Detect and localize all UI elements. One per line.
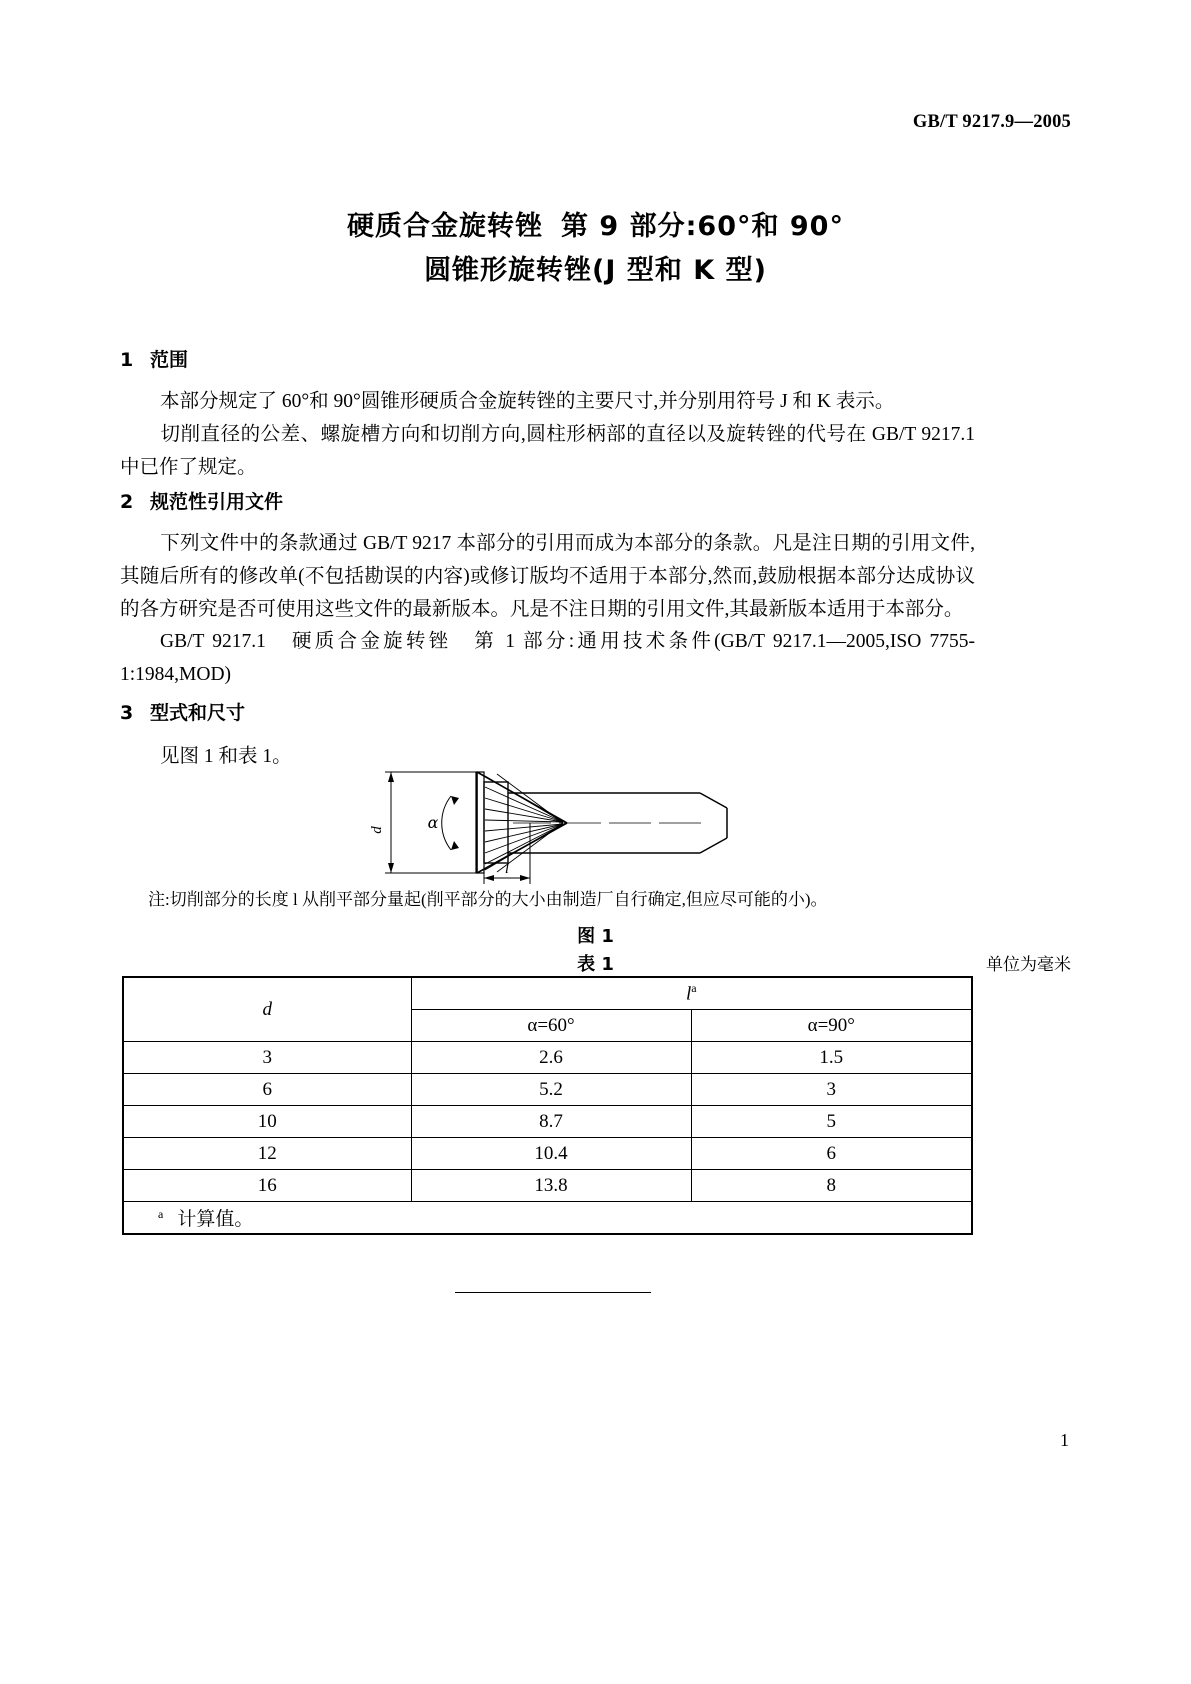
table-footnote-row [123,1202,972,1235]
table-header-row-1 [123,977,972,1010]
table-row [123,1138,972,1170]
table-row [123,1170,972,1202]
figure-label-l: l [504,861,510,877]
table-footnote: $^a$ 计算值。 [123,1202,972,1235]
dimensions-table-wrap [122,976,971,1235]
figure-label-d: d [369,826,385,834]
normative-paragraph-2 [120,625,975,691]
clause-heading-2 [120,487,283,514]
title-line1-suffix: 第 9 部分:60°和 90° [561,211,844,242]
figure-note: 注:切削部分的长度 l 从削平部分量起(削平部分的大小由制造厂自行确定,但应尽可能的小)。 [148,890,828,909]
clause-heading-3 [120,698,245,725]
burr-svg [355,760,775,885]
cell-a60: 8.7 [411,1106,691,1138]
normative-text-1: 下列文件中的条款通过 GB/T 9217 本部分的引用而成为本部分的条款。凡是注日期的引用文件,其随后所有的修改单(不包括勘误的内容)或修订版均不适用于本部分,然而,鼓励根据本部分达成协议的各方研究是否可使用这些文件的最新版本。凡是不注日期的引用文件,其最新版本适用于本部分。 [120,533,975,620]
table-row [123,1042,972,1074]
normative-paragraph-1 [120,527,975,626]
clause-1-number: 1 [120,349,134,371]
table-unit-note: 单位为毫米 [986,955,1071,974]
page-number: 1 [1060,1430,1069,1450]
cell-a60: 5.2 [411,1074,691,1106]
dimensions-see-text: 见图 1 和表 1。 [160,746,292,767]
clause-2-label: 规范性引用文件 [150,491,284,513]
figure-caption: 图 1 [577,926,614,947]
title-line2: 圆锥形旋转锉(J 型和 K 型) [424,255,767,286]
clause-3-label: 型式和尺寸 [150,702,246,724]
title-line1-prefix: 硬质合金旋转锉 [347,211,544,242]
table-subheader-alpha-60: α=60° [411,1010,691,1042]
document-title [120,205,1071,293]
running-header [913,112,1071,133]
cell-d: 3 [123,1042,411,1074]
cell-a90: 5 [691,1106,972,1138]
cell-a90: 1.5 [691,1042,972,1074]
table-subheader-alpha-90: α=90° [691,1010,972,1042]
table-header-d: d [123,977,411,1042]
table-row [123,1106,972,1138]
scope-text-1: 本部分规定了 60°和 90°圆锥形硬质合金旋转锉的主要尺寸,并分别用符号 J 和 K 表示。 [160,391,895,412]
cell-d: 10 [123,1106,411,1138]
clause-3-number: 3 [120,702,134,724]
cell-d: 12 [123,1138,411,1170]
figure-label-alpha: α [427,813,439,832]
cell-a60: 10.4 [411,1138,691,1170]
footer-rule [455,1292,651,1293]
scope-paragraph-1 [120,385,975,418]
clause-heading-1 [120,345,188,372]
table-row [123,1074,972,1106]
cell-a90: 6 [691,1138,972,1170]
cell-a90: 8 [691,1170,972,1202]
cell-a60: 13.8 [411,1170,691,1202]
normative-reference-gbt92171: GB/T 9217.1 硬质合金旋转锉 第 1 部分:通用技术条件(GB/T 9217.1—2005,ISO 7755-1:1984,MOD) [120,631,975,685]
clause-1-label: 范围 [150,349,189,371]
scope-text-2: 切削直径的公差、螺旋槽方向和切削方向,圆柱形柄部的直径以及旋转锉的代号在 GB/T 9217.1 中已作了规定。 [120,424,975,478]
dimensions-table [122,976,973,1235]
cell-d: 16 [123,1170,411,1202]
cell-a90: 3 [691,1074,972,1106]
table-caption: 表 1 [577,954,614,975]
table-header-l: $l^a$ [411,977,972,1010]
cell-d: 6 [123,1074,411,1106]
cell-a60: 2.6 [411,1042,691,1074]
standard-number: GB/T 9217.9—2005 [912,112,1071,132]
scope-paragraph-2 [120,418,975,484]
clause-2-number: 2 [120,491,134,513]
figure-rotary-burr-drawing [355,760,775,885]
